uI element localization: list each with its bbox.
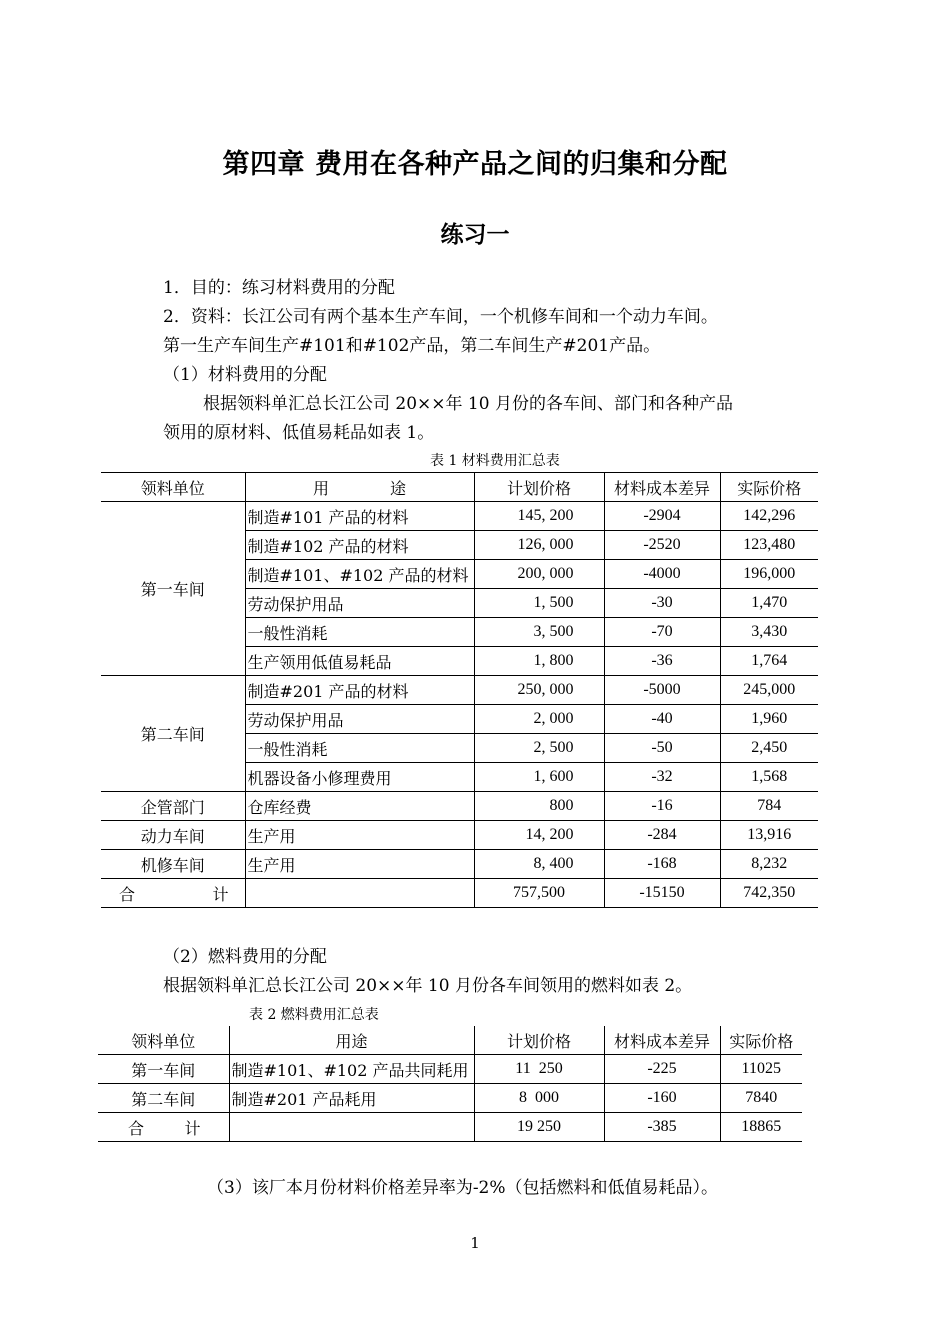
diff-cell: -32 [604, 763, 720, 792]
actual-cell: 7840 [720, 1084, 802, 1113]
paragraph-products: 第一生产车间生产#101和#102产品，第二车间生产#201产品。 [163, 336, 661, 356]
header-cost-diff: 材料成本差异 [604, 473, 720, 502]
purpose-cell: 一般性消耗 [245, 734, 474, 763]
diff-cell: -284 [604, 821, 720, 850]
diff-cell: -40 [604, 705, 720, 734]
plan-cell: 2, 500 [474, 734, 604, 763]
total-actual: 742,350 [720, 879, 818, 908]
purpose-cell: 机器设备小修理费用 [245, 763, 474, 792]
unit-cell: 动力车间 [101, 821, 245, 850]
diff-cell: -5000 [604, 676, 720, 705]
table-total-row [98, 1113, 802, 1142]
material-cost-table [101, 472, 818, 908]
purpose-cell: 仓库经费 [245, 792, 474, 821]
header-unit: 领料单位 [101, 473, 245, 502]
diff-cell: -2520 [604, 531, 720, 560]
purpose-cell: 一般性消耗 [245, 618, 474, 647]
total-label: 合计 [98, 1113, 229, 1142]
purpose-cell: 生产用 [245, 821, 474, 850]
actual-cell: 1,960 [720, 705, 818, 734]
plan-cell: 1, 500 [474, 589, 604, 618]
paragraph-table1-intro-cont: 领用的原材料、低值易耗品如表 1。 [163, 423, 435, 443]
actual-cell: 196,000 [720, 560, 818, 589]
plan-cell: 145, 200 [474, 502, 604, 531]
paragraph-table1-intro: 根据领料单汇总长江公司 20××年 10 月份的各车间、部门和各种产品 [203, 394, 733, 414]
header-purpose: 用途 [229, 1026, 474, 1055]
total-actual: 18865 [720, 1113, 802, 1142]
total-plan: 757,500 [474, 879, 604, 908]
diff-cell: -16 [604, 792, 720, 821]
header-unit: 领料单位 [98, 1026, 229, 1055]
actual-cell: 1,764 [720, 647, 818, 676]
actual-cell: 123,480 [720, 531, 818, 560]
actual-cell: 142,296 [720, 502, 818, 531]
actual-cell: 8,232 [720, 850, 818, 879]
actual-cell: 2,450 [720, 734, 818, 763]
table-row [101, 792, 818, 821]
diff-cell: -70 [604, 618, 720, 647]
purpose-cell: 劳动保护用品 [245, 589, 474, 618]
header-actual-price: 实际价格 [720, 1026, 802, 1055]
unit-cell: 第一车间 [101, 502, 245, 676]
purpose-cell: 生产领用低值易耗品 [245, 647, 474, 676]
actual-cell: 245,000 [720, 676, 818, 705]
table-total-row [101, 879, 818, 908]
table-row [98, 1084, 802, 1113]
plan-cell: 126, 000 [474, 531, 604, 560]
paragraph-table2-intro: 根据领料单汇总长江公司 20××年 10 月份各车间领用的燃料如表 2。 [163, 976, 693, 996]
total-label: 合计 [101, 879, 245, 908]
header-plan-price: 计划价格 [474, 473, 604, 502]
fuel-cost-table [98, 1026, 802, 1142]
table1-caption: 表 1 材料费用汇总表 [430, 453, 560, 469]
plan-cell: 11 250 [474, 1055, 604, 1084]
total-diff: -15150 [604, 879, 720, 908]
header-actual-price: 实际价格 [720, 473, 818, 502]
table-header-row [98, 1026, 802, 1055]
paragraph-price-variance: （3）该厂本月份材料价格差异率为-2%（包括燃料和低值易耗品）。 [207, 1178, 719, 1198]
table-row [98, 1055, 802, 1084]
diff-cell: -2904 [604, 502, 720, 531]
total-purpose [229, 1113, 474, 1142]
plan-cell: 1, 800 [474, 647, 604, 676]
purpose-cell: 生产用 [245, 850, 474, 879]
purpose-cell: 制造#201 产品耗用 [229, 1084, 474, 1113]
actual-cell: 11025 [720, 1055, 802, 1084]
actual-cell: 1,470 [720, 589, 818, 618]
actual-cell: 3,430 [720, 618, 818, 647]
purpose-cell: 制造#101 产品的材料 [245, 502, 474, 531]
unit-cell: 第二车间 [98, 1084, 229, 1113]
header-cost-diff: 材料成本差异 [604, 1026, 720, 1055]
diff-cell: -30 [604, 589, 720, 618]
header-purpose: 用 途 [245, 473, 474, 502]
unit-cell: 机修车间 [101, 850, 245, 879]
purpose-cell: 劳动保护用品 [245, 705, 474, 734]
table-row [101, 821, 818, 850]
actual-cell: 1,568 [720, 763, 818, 792]
table-header-row [101, 473, 818, 502]
actual-cell: 784 [720, 792, 818, 821]
diff-cell: -225 [604, 1055, 720, 1084]
plan-cell: 14, 200 [474, 821, 604, 850]
plan-cell: 250, 000 [474, 676, 604, 705]
plan-cell: 1, 600 [474, 763, 604, 792]
diff-cell: -50 [604, 734, 720, 763]
exercise-title: 练习一 [440, 222, 510, 248]
diff-cell: -4000 [604, 560, 720, 589]
plan-cell: 200, 000 [474, 560, 604, 589]
chapter-title: 第四章 费用在各种产品之间的归集和分配 [222, 149, 728, 180]
total-diff: -385 [604, 1113, 720, 1142]
plan-cell: 3, 500 [474, 618, 604, 647]
plan-cell: 8, 400 [474, 850, 604, 879]
purpose-cell: 制造#101、#102 产品共同耗用 [229, 1055, 474, 1084]
page-number: 1 [470, 1234, 480, 1252]
section-fuel-cost: （2）燃料费用的分配 [163, 947, 327, 967]
diff-cell: -36 [604, 647, 720, 676]
total-purpose [245, 879, 474, 908]
actual-cell: 13,916 [720, 821, 818, 850]
table-row [101, 502, 818, 531]
table-row [101, 676, 818, 705]
purpose-cell: 制造#101、#102 产品的材料 [245, 560, 474, 589]
diff-cell: -168 [604, 850, 720, 879]
plan-cell: 8 000 [474, 1084, 604, 1113]
table2-caption: 表 2 燃料费用汇总表 [249, 1007, 379, 1023]
total-plan: 19 250 [474, 1113, 604, 1142]
diff-cell: -160 [604, 1084, 720, 1113]
purpose-cell: 制造#201 产品的材料 [245, 676, 474, 705]
header-plan-price: 计划价格 [474, 1026, 604, 1055]
unit-cell: 第二车间 [101, 676, 245, 792]
paragraph-materials: 2．资料：长江公司有两个基本生产车间，一个机修车间和一个动力车间。 [163, 307, 718, 327]
unit-cell: 第一车间 [98, 1055, 229, 1084]
plan-cell: 2, 000 [474, 705, 604, 734]
table-row [101, 850, 818, 879]
purpose-cell: 制造#102 产品的材料 [245, 531, 474, 560]
section-material-cost: （1）材料费用的分配 [163, 365, 327, 385]
plan-cell: 800 [474, 792, 604, 821]
paragraph-purpose: 1．目的：练习材料费用的分配 [163, 278, 395, 298]
unit-cell: 企管部门 [101, 792, 245, 821]
